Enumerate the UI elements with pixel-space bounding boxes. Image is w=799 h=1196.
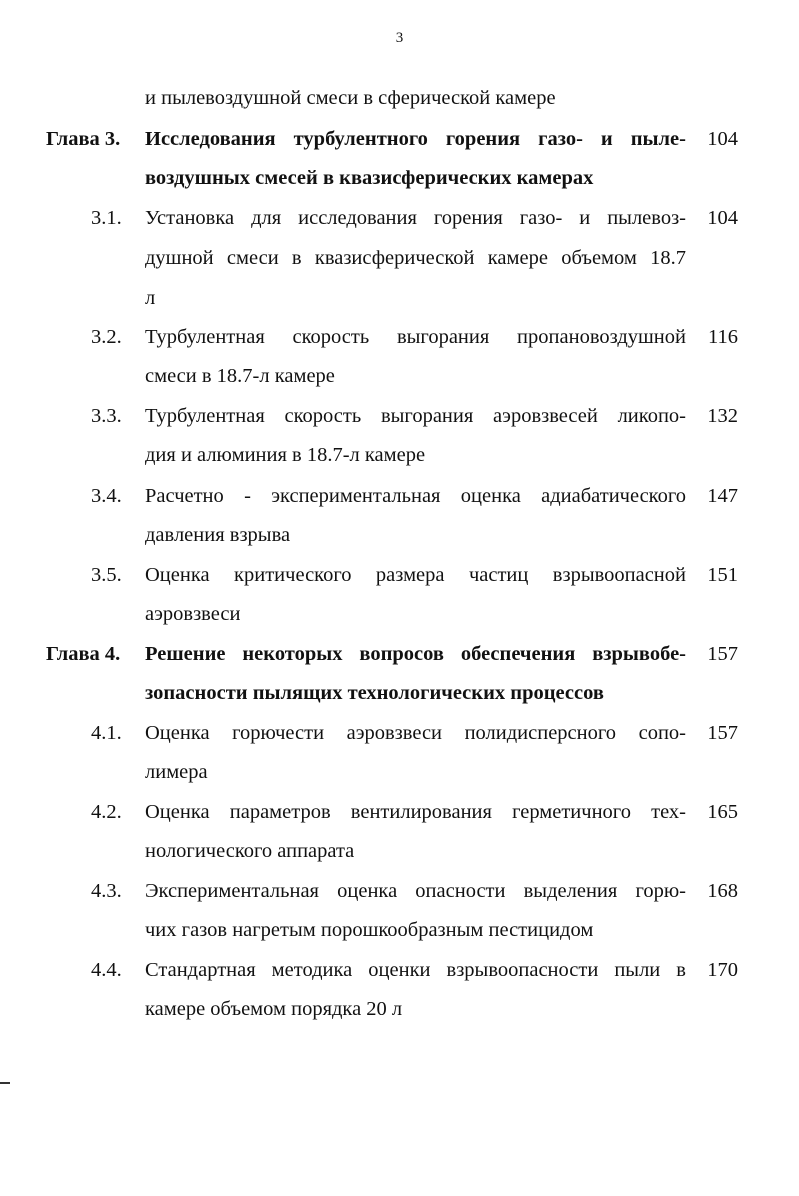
section-3-4-number: 3.4.: [91, 485, 122, 507]
chapter-4-label: Глава 4.: [46, 643, 121, 665]
section-4-4-page: 170: [707, 959, 738, 981]
section-4-3-line-1: Экспериментальная оценка опасности выделения горю-: [145, 880, 686, 902]
page-number: 3: [395, 30, 404, 46]
section-3-5-line-2: аэровзвеси: [145, 603, 241, 625]
section-4-4-line-1: Стандартная методика оценки взрывоопасности пыли в: [145, 959, 686, 981]
section-4-4-number: 4.4.: [91, 959, 122, 981]
section-3-3-number: 3.3.: [91, 405, 122, 427]
scan-margin-mark: [0, 1082, 10, 1084]
section-3-3-line-1: Турбулентная скорость выгорания аэровзвесей ликопо-: [145, 405, 686, 427]
section-3-4-line-1: Расчетно - экспериментальная оценка адиабатического: [145, 485, 686, 507]
section-4-2-number: 4.2.: [91, 801, 122, 823]
toc-continuation-line: и пылевоздушной смеси в сферической камере: [145, 87, 556, 109]
section-3-2-page: 116: [708, 326, 738, 348]
section-3-4-line-2: давления взрыва: [145, 524, 291, 546]
section-4-4-line-2: камере объемом порядка 20 л: [145, 998, 403, 1020]
chapter-3-title-line-1: Исследования турбулентного горения газо- и пыле-: [145, 128, 686, 150]
chapter-4-title-line-1: Решение некоторых вопросов обеспечения взрывобе-: [145, 643, 686, 665]
section-4-3-number: 4.3.: [91, 880, 122, 902]
section-3-5-line-1: Оценка критического размера частиц взрывоопасной: [145, 564, 686, 586]
section-3-5-number: 3.5.: [91, 564, 122, 586]
section-3-4-page: 147: [707, 485, 738, 507]
section-4-1-line-2: лимера: [145, 761, 208, 783]
section-3-1-page: 104: [707, 207, 738, 229]
chapter-3-title-line-2: воздушных смесей в квазисферических камерах: [145, 167, 594, 189]
section-3-1-line-2: душной смеси в квазисферической камере объемом 18.7: [145, 247, 686, 269]
chapter-4-page: 157: [707, 643, 738, 665]
section-4-3-line-2: чих газов нагретым порошкообразным пестицидом: [145, 919, 594, 941]
section-4-1-page: 157: [707, 722, 738, 744]
section-3-2-line-2: смеси в 18.7-л камере: [145, 365, 335, 387]
section-4-1-line-1: Оценка горючести аэровзвеси полидисперсного сопо-: [145, 722, 686, 744]
section-4-3-page: 168: [707, 880, 738, 902]
section-4-2-page: 165: [707, 801, 738, 823]
section-3-3-page: 132: [707, 405, 738, 427]
section-3-2-line-1: Турбулентная скорость выгорания пропановоздушной: [145, 326, 686, 348]
section-4-2-line-2: нологического аппарата: [145, 840, 355, 862]
section-3-1-line-1: Установка для исследования горения газо- и пылевоз-: [145, 207, 686, 229]
section-3-1-line-3: л: [145, 287, 156, 309]
section-4-1-number: 4.1.: [91, 722, 122, 744]
chapter-3-label: Глава 3.: [46, 128, 121, 150]
section-3-1-number: 3.1.: [91, 207, 122, 229]
chapter-4-title-line-2: зопасности пылящих технологических процессов: [145, 682, 604, 704]
section-4-2-line-1: Оценка параметров вентилирования герметичного тех-: [145, 801, 686, 823]
chapter-3-page: 104: [707, 128, 738, 150]
section-3-2-number: 3.2.: [91, 326, 122, 348]
section-3-5-page: 151: [707, 564, 738, 586]
section-3-3-line-2: дия и алюминия в 18.7-л камере: [145, 444, 426, 466]
